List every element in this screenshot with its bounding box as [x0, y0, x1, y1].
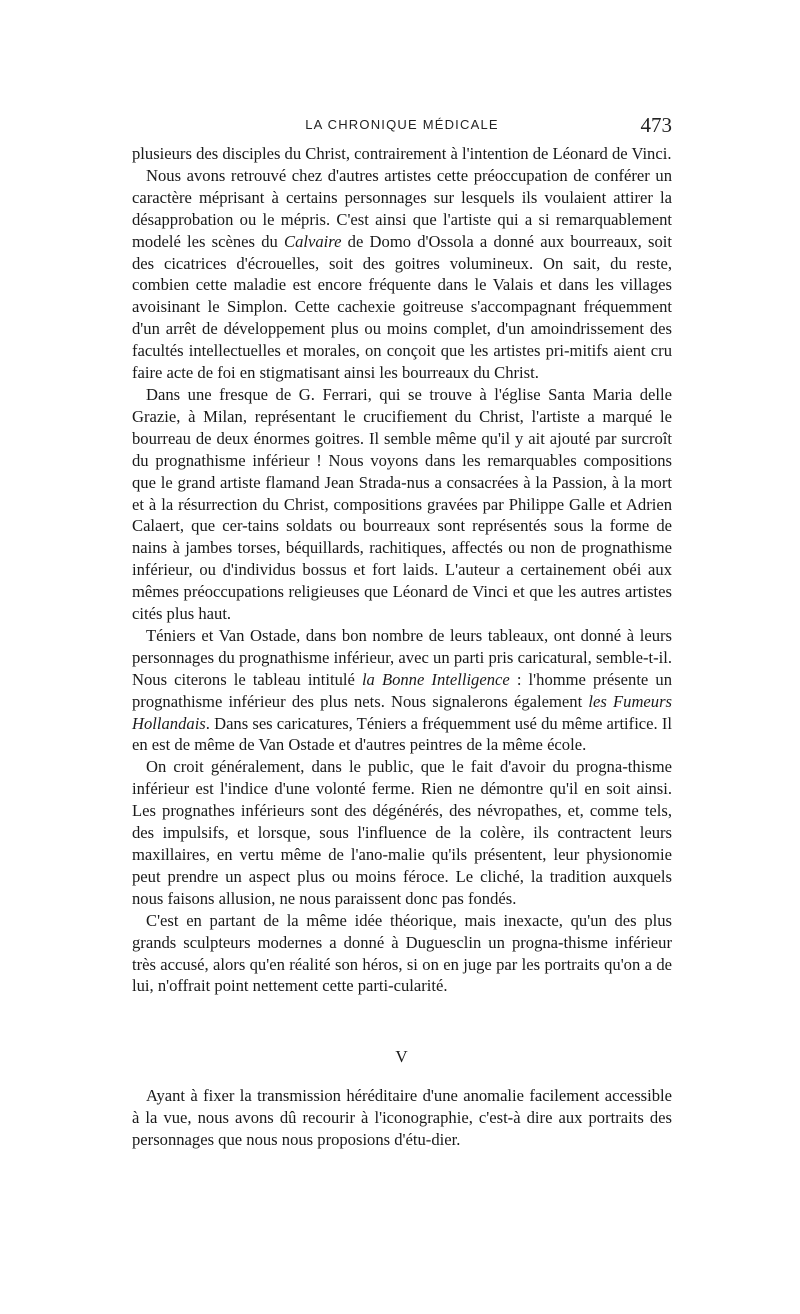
paragraph — [132, 384, 672, 625]
paragraph — [132, 910, 672, 998]
paragraph — [132, 165, 672, 384]
paragraph — [132, 756, 672, 909]
italic-title: les Fumeurs Hollandais — [132, 691, 673, 733]
italic-title: Calvaire — [284, 231, 342, 251]
text-run: de Domo d'Ossola a donné aux bourreaux, soit des cicatrices d'écrouelles, soit des goitres volumineux. On sait, du reste, combien cette maladie est encore fréquente dans le Valais et dans les villages avoisinant le Simplon. Cette cachexie goitreuse s'accompagnant fréquemment d'un arrêt de développement plus ou moins complet, d'un amoindrissement des facultés intellectuelles et morales, on conçoit que les artistes pri-mitifs aient cru faire acte de foi en stigmatisant ainsi les bourreaux du Christ. — [132, 231, 672, 383]
paragraph — [132, 143, 672, 165]
text-run: Téniers et Van Ostade, dans bon nombre de leurs tableaux, ont donné à leurs personnages du prognathisme inférieur, avec un parti pris caricatural, semble-t-il. Nous citerons le tableau intitulé — [132, 625, 672, 689]
text-run: C'est en partant de la même idée théorique, mais inexacte, qu'un des plus grands sculpteurs modernes a donné à Duguesclin un progna-thisme inférieur très accusé, alors qu'en réalité son héros, si on en juge par les portraits qu'on a de lui, n'offrait point nettement cette parti-cularité. — [132, 910, 672, 996]
italic-title: la Bonne Intelligence — [361, 669, 510, 689]
text-run: Nous avons retrouvé chez d'autres artistes cette préoccupation de conférer un caractère méprisant à certains personnages sur lesquels ils voulaient attirer la désapprobation ou le mépris. C'est ainsi que l'artiste qui a si remarquablement modelé les scènes du — [132, 165, 672, 251]
section-body-text — [132, 1085, 672, 1151]
body-text — [132, 143, 672, 997]
paragraph — [132, 1085, 672, 1151]
running-head — [132, 115, 672, 141]
text-run: . Dans ses caricatures, Téniers a fréquemment usé du même artifice. Il en est de même de Van Ostade et d'autres peintres de la même école. — [132, 713, 672, 755]
text-run: On croit généralement, dans le public, que le fait d'avoir du progna-thisme inférieur est l'indice d'une volonté ferme. Rien ne démontre qu'il en soit ainsi. Les prognathes inférieurs sont des dégénérés, des névropathes, et, comme tels, des impulsifs, et lorsque, sous l'influence de la colère, ils contractent leurs maxillaires, en vertu même de l'ano-malie qu'ils présentent, leur physionomie peut prendre un aspect plus ou moins féroce. Le cliché, la tradition auxquels nous faisons allusion, ne nous paraissent donc pas fondés. — [132, 757, 672, 908]
text-run: plusieurs des disciples du Christ, contrairement à l'intention de Léonard de Vinci. — [132, 144, 672, 163]
text-run: Ayant à fixer la transmission héréditaire d'une anomalie facilement accessible à la vue, nous avons dû recourir à l'iconographie, c'est-à dire aux portraits des personnages que nous nous proposions d'étu-dier. — [132, 1086, 672, 1149]
paragraph — [132, 625, 672, 756]
section-numeral: V — [395, 1047, 409, 1066]
text-run: : l'homme présente un prognathisme inférieur des plus nets. Nous signalerons également — [132, 669, 672, 711]
text-run: Dans une fresque de G. Ferrari, qui se trouve à l'église Santa Maria delle Grazie, à Milan, représentant le crucifiement du Christ, l'artiste a marqué le bourreau de deux énormes goitres. Il semble même qu'il y ait ajouté par surcroît du prognathisme inférieur ! Nous voyons dans les remarquables compositions que le grand artiste flamand Jean Strada-nus a consacrées à la Passion, à la mort et à la résurrection du Christ, compositions gravées par Philippe Galle et Adrien Calaert, que cer-tains soldats ou bourreaux sont représentés sous la forme de nains à jambes torses, béquillards, rachitiques, affectés ou non de prognathisme inférieur, ou d'individus bossus et fort laids. L'auteur a certainement obéi aux mêmes préoccupations religieuses que Léonard de Vinci et que les autres artistes cités plus haut. — [132, 384, 672, 624]
running-title: LA CHRONIQUE MÉDICALE — [305, 117, 499, 132]
page-number: 473 — [640, 113, 672, 137]
